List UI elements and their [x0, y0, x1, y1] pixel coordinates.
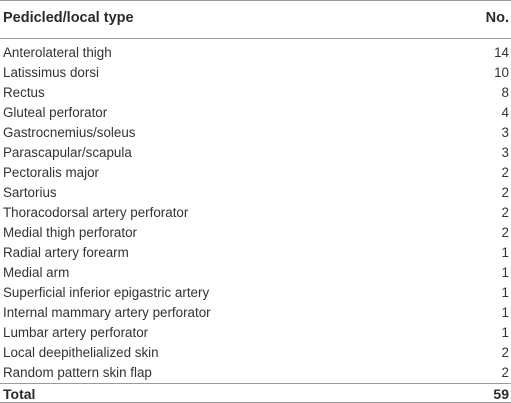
table-row [3, 263, 509, 283]
top-rule [0, 0, 511, 1]
table-row [3, 183, 509, 203]
table-row [3, 123, 509, 143]
row-count: 3 [501, 125, 509, 140]
row-type: Internal mammary artery perforator [3, 305, 211, 320]
table-row [3, 103, 509, 123]
row-count: 10 [494, 65, 509, 80]
row-type: Pectoralis major [3, 165, 99, 180]
total-count: 59 [493, 386, 509, 402]
table-row [3, 303, 509, 323]
table-row [3, 323, 509, 343]
table-row [3, 143, 509, 163]
row-count: 1 [501, 245, 509, 260]
row-type: Local deepithelialized skin [3, 345, 159, 360]
header-type: Pedicled/local type [3, 10, 134, 26]
total-label: Total [3, 386, 36, 402]
row-type: Sartorius [3, 185, 57, 200]
table-row [3, 243, 509, 263]
table-row [3, 283, 509, 303]
row-count: 2 [501, 185, 509, 200]
header-count: No. [485, 10, 509, 26]
table-row [3, 43, 509, 63]
row-type: Rectus [3, 85, 45, 100]
row-type: Superficial inferior epigastric artery [3, 285, 210, 300]
row-count: 1 [501, 305, 509, 320]
row-count: 1 [501, 325, 509, 340]
row-type: Anterolateral thigh [3, 45, 112, 60]
row-count: 1 [501, 285, 509, 300]
table-row [3, 63, 509, 83]
row-count: 2 [501, 365, 509, 380]
row-type: Medial thigh perforator [3, 225, 137, 240]
table-row [3, 363, 509, 383]
row-type: Medial arm [3, 265, 70, 280]
header-rule [0, 38, 511, 39]
row-type: Gastrocnemius/soleus [3, 125, 136, 140]
table-row [3, 83, 509, 103]
row-type: Gluteal perforator [3, 105, 108, 120]
row-count: 2 [501, 165, 509, 180]
table-body [3, 43, 509, 383]
row-count: 8 [501, 85, 509, 100]
row-count: 3 [501, 145, 509, 160]
row-type: Latissimus dorsi [3, 65, 99, 80]
row-type: Thoracodorsal artery perforator [3, 205, 189, 220]
row-type: Parascapular/scapula [3, 145, 132, 160]
table-row [3, 223, 509, 243]
row-count: 4 [501, 105, 509, 120]
row-count: 2 [501, 225, 509, 240]
table-row [3, 203, 509, 223]
row-type: Radial artery forearm [3, 245, 129, 260]
row-count: 2 [501, 205, 509, 220]
table-row [3, 163, 509, 183]
row-count: 2 [501, 345, 509, 360]
row-count: 1 [501, 265, 509, 280]
row-type: Lumbar artery perforator [3, 325, 149, 340]
row-count: 14 [494, 45, 509, 60]
total-rule [0, 383, 511, 384]
row-type: Random pattern skin flap [3, 365, 152, 380]
table-row [3, 343, 509, 363]
total-row [3, 385, 509, 403]
table-header [3, 8, 509, 30]
